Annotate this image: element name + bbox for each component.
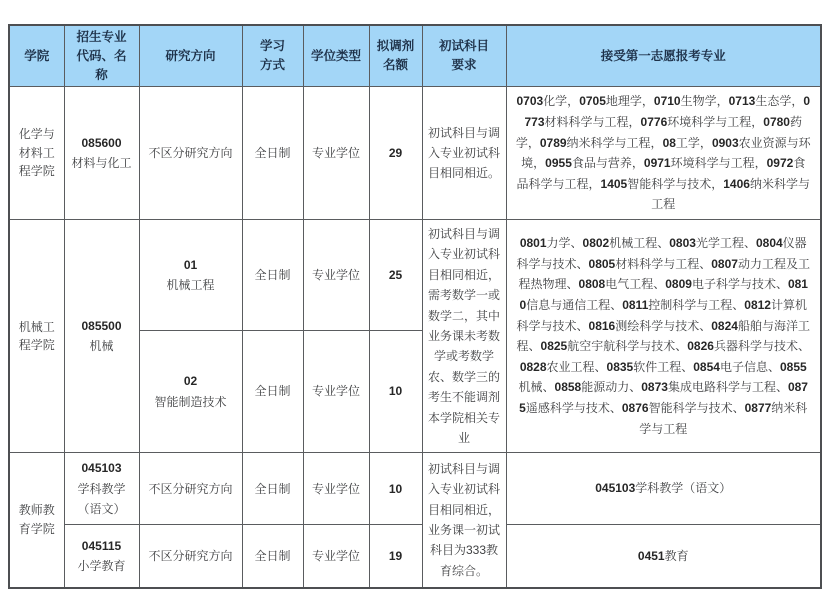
cell-major-code: [64, 453, 139, 525]
cell-college: 教师教育学院: [9, 453, 64, 588]
header-college: 学院: [9, 25, 64, 87]
direction-number: 02: [183, 374, 198, 389]
cell-accepted-majors: 0801力学、0802机械工程、0803光学工程、0804仪器科学与技术、0805材料科学与工程、0807动力工程及工程热物理、0808电气工程、0809电子科学与技术、0810信息与通信工程、0811控制科学与工程、0812计算机科学与技术、0816测绘科学与技术、0824船舶与海洋工程、0825航空宇航科学与技术、0826兵器科学与技术、0828农业工程、0835软件工程、0854电子信息、0855机械、0858能源动力、0873集成电路科学与工程、0875遥感科学与技术、0876智能科学与技术、0877纳米科学与工程: [506, 220, 821, 453]
header-major-code: 招生专业代码、名称: [64, 25, 139, 87]
major-name: 学科教学（语文）: [77, 481, 126, 516]
header-row: [9, 25, 821, 87]
direction-number: 01: [183, 257, 198, 272]
cell-quota: 25: [369, 220, 422, 331]
header-research-direction: 研究方向: [139, 25, 242, 87]
cell-direction: 不区分研究方向: [139, 453, 242, 525]
cell-degree-type: 专业学位: [303, 87, 369, 220]
cell-exam-requirement: 初试科目与调入专业初试科目相同相近，需考数学一或数学二，其中业务课未考数学或考数学农、数学三的考生不能调剂本学院相关专业: [422, 220, 506, 453]
cell-accepted-majors: 045103学科教学（语文）: [506, 453, 821, 525]
cell-quota: 29: [369, 87, 422, 220]
major-name: 机械: [89, 339, 114, 354]
cell-study-mode: 全日制: [242, 220, 303, 331]
major-code: 085600: [81, 135, 122, 150]
major-code: 045115: [81, 538, 122, 553]
adjustment-quota-page: [0, 24, 828, 578]
major-name: 材料与化工: [71, 156, 132, 171]
direction-name: 智能制造技术: [154, 394, 227, 409]
cell-study-mode: 全日制: [242, 453, 303, 525]
cell-quota: 10: [369, 330, 422, 452]
row-teach-2: [9, 525, 821, 588]
cell-degree-type: 专业学位: [303, 220, 369, 331]
major-name: 小学教育: [77, 559, 126, 574]
cell-direction: [139, 220, 242, 331]
cell-major-code: [64, 87, 139, 220]
header-accepted-majors: 接受第一志愿报考专业: [506, 25, 821, 87]
cell-college: 化学与材料工程学院: [9, 87, 64, 220]
cell-study-mode: 全日制: [242, 525, 303, 588]
cell-degree-type: 专业学位: [303, 330, 369, 452]
row-teach-1: [9, 453, 821, 525]
cell-accepted-majors: 0451教育: [506, 525, 821, 588]
cell-major-code: [64, 220, 139, 453]
row-chem: [9, 87, 821, 220]
cell-accepted-majors: 0703化学，0705地理学，0710生物学，0713生态学，0773材料科学与工程，0776环境科学与工程，0780药学，0789纳米科学与工程，08工学，0903农业资源与环境，0955食品与营养，0971环境科学与工程，0972食品科学与工程，1405智能科学与技术，1406纳米科学与工程: [506, 87, 821, 220]
cell-exam-requirement: 初试科目与调入专业初试科目相同相近。: [422, 87, 506, 220]
header-quota: 拟调剂名额: [369, 25, 422, 87]
cell-study-mode: 全日制: [242, 87, 303, 220]
adjustment-quota-table: [8, 24, 822, 589]
cell-direction: 不区分研究方向: [139, 525, 242, 588]
header-exam-requirement: 初试科目要求: [422, 25, 506, 87]
major-code: 045103: [81, 461, 122, 476]
cell-quota: 10: [369, 453, 422, 525]
major-code: 085500: [81, 318, 122, 333]
row-mech-1: [9, 220, 821, 331]
cell-degree-type: 专业学位: [303, 453, 369, 525]
header-degree-type: 学位类型: [303, 25, 369, 87]
cell-direction: [139, 330, 242, 452]
cell-major-code: [64, 525, 139, 588]
header-study-mode: 学习方式: [242, 25, 303, 87]
cell-study-mode: 全日制: [242, 330, 303, 452]
cell-direction: 不区分研究方向: [139, 87, 242, 220]
cell-exam-requirement: 初试科目与调入专业初试科目相同相近，业务课一初试科目为333教育综合。: [422, 453, 506, 588]
cell-college: 机械工程学院: [9, 220, 64, 453]
cell-quota: 19: [369, 525, 422, 588]
cell-degree-type: 专业学位: [303, 525, 369, 588]
direction-name: 机械工程: [166, 277, 215, 292]
